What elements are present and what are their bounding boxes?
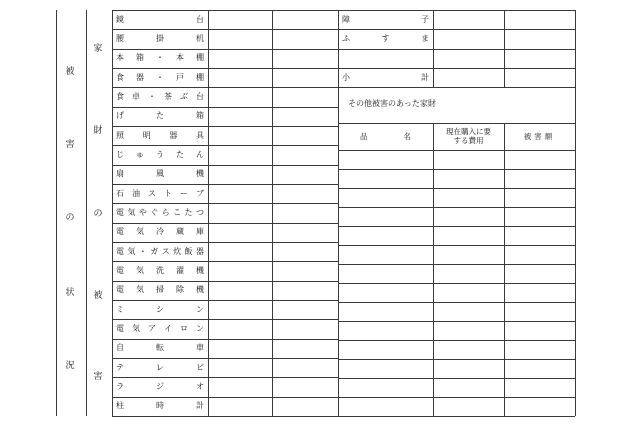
- item-label-char: こ: [173, 208, 182, 217]
- item-label-char: 気: [136, 266, 144, 275]
- amount-cell[interactable]: [273, 11, 337, 28]
- amount-cell[interactable]: [273, 166, 337, 183]
- item-label-char: ー: [180, 188, 188, 198]
- other-item-name-cell[interactable]: [339, 189, 432, 206]
- item-label-char: や: [138, 208, 147, 217]
- right-item-label-text: [342, 73, 429, 83]
- category-title-char: 害: [93, 372, 103, 382]
- other-item-cost-cell[interactable]: [434, 227, 503, 244]
- amount-cell[interactable]: [273, 185, 337, 202]
- category-title-char: の: [93, 209, 103, 219]
- item-label-text: [116, 285, 204, 295]
- other-item-cost-cell[interactable]: [434, 208, 503, 225]
- item-label: [116, 150, 204, 160]
- item-label-char: ス: [161, 246, 170, 256]
- header-item-name: [342, 132, 429, 141]
- item-label-char: 具: [195, 130, 204, 140]
- item-label-text: [116, 343, 204, 353]
- category-title-char: 被: [93, 291, 103, 301]
- item-label-char: 器: [195, 246, 204, 256]
- item-label-char: 電: [116, 227, 124, 237]
- other-item-cost-cell[interactable]: [434, 284, 503, 301]
- quantity-cell[interactable]: [209, 243, 271, 260]
- side-border: [56, 10, 57, 416]
- item-label-char: 電: [116, 285, 124, 295]
- other-item-damage-cell[interactable]: [505, 151, 574, 168]
- quantity-cell[interactable]: [209, 224, 271, 241]
- quantity-cell[interactable]: [209, 301, 271, 318]
- item-label-char: ゅ: [136, 150, 144, 159]
- item-label-char: 気: [132, 324, 140, 333]
- amount-cell[interactable]: [273, 30, 337, 47]
- item-label-text: [116, 208, 204, 218]
- other-item-name-cell[interactable]: [339, 170, 432, 187]
- item-label-char: 本: [116, 53, 124, 63]
- item-label-char: た: [156, 111, 164, 121]
- header-item-name-text: [342, 132, 429, 141]
- quantity-cell[interactable]: [209, 398, 271, 415]
- amount-cell[interactable]: [273, 320, 337, 337]
- left-table-border: [112, 10, 113, 416]
- right-amount-cell[interactable]: [505, 69, 574, 86]
- other-item-name-cell[interactable]: [339, 151, 432, 168]
- category-title-char: 財: [93, 126, 103, 136]
- other-item-damage-cell[interactable]: [505, 341, 574, 358]
- item-label-char: 茶: [164, 92, 172, 101]
- item-label-char: 庫: [196, 227, 204, 237]
- item-label: [116, 34, 204, 44]
- item-label-char: ・: [156, 72, 164, 82]
- item-label: [116, 111, 204, 121]
- amount-cell[interactable]: [273, 359, 337, 376]
- item-label: [116, 53, 204, 63]
- amount-cell[interactable]: [273, 204, 337, 221]
- item-label-char: 棚: [196, 53, 204, 63]
- quantity-cell[interactable]: [209, 88, 271, 105]
- quantity-cell[interactable]: [209, 166, 271, 183]
- item-label-char: 洗: [156, 266, 164, 275]
- amount-cell[interactable]: [273, 301, 337, 318]
- header-damage-amount: 被害額: [523, 132, 556, 141]
- left-row-line: [112, 416, 338, 417]
- right-border: [575, 10, 576, 416]
- item-label-char: レ: [156, 362, 164, 372]
- quantity-cell[interactable]: [209, 108, 271, 125]
- item-label: [116, 401, 204, 411]
- item-label-char: 濯: [176, 266, 184, 275]
- item-label: [116, 131, 204, 141]
- other-item-name-cell[interactable]: [339, 246, 432, 263]
- item-label: [116, 382, 204, 392]
- quantity-cell[interactable]: [209, 11, 271, 28]
- side-title-char: 状: [65, 288, 75, 298]
- header-cost: 現在購入に要する費用: [446, 127, 491, 145]
- item-label-char: 電: [116, 208, 124, 217]
- item-label-char: ア: [148, 324, 156, 333]
- category-border: [86, 10, 87, 416]
- other-item-name-cell[interactable]: [339, 322, 432, 339]
- item-label-char: 炊: [173, 246, 182, 256]
- item-label-char: 冷: [156, 227, 164, 237]
- amount-cell[interactable]: [273, 127, 337, 144]
- item-label-text: [116, 382, 204, 392]
- quantity-cell[interactable]: [209, 50, 271, 67]
- right-item-label: [342, 73, 429, 83]
- quantity-cell[interactable]: [209, 146, 271, 163]
- item-label-char: 機: [196, 285, 204, 295]
- item-label-char: ジ: [156, 382, 164, 391]
- item-label-char: ん: [196, 150, 204, 159]
- quantity-cell[interactable]: [209, 262, 271, 279]
- item-label: [116, 343, 204, 353]
- other-item-name-cell[interactable]: [339, 284, 432, 301]
- item-label-char: 器: [136, 72, 144, 82]
- item-label-char: ぐ: [150, 208, 159, 217]
- side-title-char: 被: [65, 67, 75, 77]
- item-label: [116, 92, 204, 102]
- quantity-cell[interactable]: [209, 185, 271, 202]
- other-item-cost-cell[interactable]: [434, 265, 503, 282]
- item-label-char: ロ: [180, 324, 188, 333]
- item-label: [116, 227, 204, 237]
- right-header-top-line: [338, 123, 575, 124]
- other-item-damage-cell[interactable]: [505, 208, 574, 225]
- other-item-damage-cell[interactable]: [505, 227, 574, 244]
- right-amount-cell[interactable]: [505, 30, 574, 47]
- item-label-text: [116, 189, 204, 199]
- item-label-char: 本: [176, 53, 184, 63]
- right-lower-row-line: [338, 416, 575, 417]
- other-item-damage-cell[interactable]: [505, 170, 574, 187]
- item-label-char: ン: [196, 324, 204, 333]
- item-label-char: ガ: [150, 246, 159, 256]
- item-label-text: [116, 53, 204, 63]
- other-item-name-cell[interactable]: [339, 360, 432, 377]
- other-item-damage-cell[interactable]: [505, 303, 574, 320]
- right-item-label-char: 障: [342, 14, 350, 24]
- item-label-text: [116, 324, 204, 334]
- other-item-damage-cell[interactable]: [505, 398, 574, 415]
- item-label-char: 扇: [116, 169, 124, 179]
- other-item-name-cell[interactable]: [339, 379, 432, 396]
- other-damage-note: その他被害のあった家財: [348, 99, 436, 109]
- amount-cell[interactable]: [273, 340, 337, 357]
- item-label-text: [116, 34, 204, 44]
- amount-cell[interactable]: [273, 69, 337, 86]
- quantity-cell[interactable]: [209, 378, 271, 395]
- item-label: [116, 169, 204, 179]
- other-item-cost-cell[interactable]: [434, 360, 503, 377]
- item-label-char: 電: [116, 246, 124, 256]
- item-label-char: 台: [196, 92, 204, 101]
- quantity-cell[interactable]: [209, 30, 271, 47]
- header-char: 品: [360, 132, 368, 141]
- item-label-char: ブ: [196, 188, 204, 198]
- other-item-damage-cell[interactable]: [505, 189, 574, 206]
- item-label-char: 自: [116, 343, 124, 353]
- side-title-char: 害: [65, 140, 75, 150]
- item-label: [116, 324, 204, 334]
- item-label-char: ト: [164, 188, 172, 198]
- item-label-char: 腰: [116, 34, 124, 43]
- item-label-char: 戸: [176, 72, 184, 82]
- right-item-label-char: 小: [342, 72, 350, 82]
- item-label-char: 電: [116, 266, 124, 275]
- item-label-char: 掛: [156, 34, 164, 43]
- item-label-char: 鏡: [116, 14, 124, 24]
- other-item-name-cell[interactable]: [339, 208, 432, 225]
- right-top-row-line: [338, 87, 575, 88]
- item-label: [116, 247, 204, 257]
- item-label-text: [116, 111, 204, 121]
- item-label-char: 飯: [184, 246, 193, 256]
- item-label-char: 机: [196, 34, 204, 43]
- item-label-char: 除: [176, 285, 184, 295]
- right-quantity-cell[interactable]: [434, 69, 503, 86]
- item-label: [116, 208, 204, 218]
- item-label-char: 器: [169, 130, 178, 140]
- other-item-damage-cell[interactable]: [505, 379, 574, 396]
- item-label-char: シ: [156, 304, 164, 314]
- item-label-char: 電: [116, 324, 124, 333]
- item-label-char: 気: [127, 246, 136, 256]
- item-label-char: げ: [116, 111, 124, 121]
- side-title-char: の: [65, 213, 75, 223]
- item-label-char: 転: [156, 343, 164, 353]
- item-label-char: た: [184, 208, 193, 217]
- item-label-char: ン: [196, 304, 204, 314]
- item-label: [116, 189, 204, 199]
- other-item-name-cell[interactable]: [339, 341, 432, 358]
- item-label-char: 卓: [132, 92, 140, 101]
- item-label-char: た: [176, 150, 184, 159]
- quantity-cell[interactable]: [209, 127, 271, 144]
- quantity-cell[interactable]: [209, 204, 271, 221]
- right-amount-cell[interactable]: [505, 50, 574, 67]
- other-item-cost-cell[interactable]: [434, 246, 503, 263]
- right-item-label: [342, 34, 429, 44]
- item-label-char: 明: [142, 130, 151, 140]
- other-item-cost-cell[interactable]: [434, 303, 503, 320]
- item-label-text: [116, 305, 204, 315]
- other-item-cost-cell[interactable]: [434, 398, 503, 415]
- other-item-cost-cell[interactable]: [434, 341, 503, 358]
- item-label-text: [116, 131, 204, 141]
- item-label-text: [116, 73, 204, 83]
- item-label-char: ら: [161, 208, 170, 217]
- item-label-char: ぶ: [180, 92, 188, 101]
- item-label-char: 棚: [196, 72, 204, 82]
- other-item-name-cell[interactable]: [339, 227, 432, 244]
- item-label-char: オ: [196, 382, 204, 391]
- right-quantity-cell[interactable]: [434, 30, 503, 47]
- item-label-char: 食: [116, 72, 124, 82]
- item-label-char: 機: [196, 169, 204, 179]
- quantity-cell[interactable]: [209, 69, 271, 86]
- item-label: [116, 285, 204, 295]
- item-label-char: 台: [196, 14, 204, 24]
- item-label-char: 気: [136, 285, 144, 295]
- item-label: [116, 15, 204, 25]
- item-label-char: 箱: [136, 53, 144, 63]
- other-item-damage-cell[interactable]: [505, 246, 574, 263]
- item-label-char: 油: [132, 188, 140, 198]
- header-char: 名: [403, 132, 411, 141]
- other-item-damage-cell[interactable]: [505, 360, 574, 377]
- right-item-label-char: す: [381, 34, 390, 43]
- other-item-cost-cell[interactable]: [434, 189, 503, 206]
- item-label-char: 車: [196, 343, 204, 353]
- quantity-cell[interactable]: [209, 320, 271, 337]
- other-item-name-cell[interactable]: [339, 398, 432, 415]
- amount-cell[interactable]: [273, 88, 337, 105]
- right-item-label-text: [342, 15, 429, 25]
- item-label-text: [116, 363, 204, 373]
- item-label-char: イ: [164, 324, 172, 333]
- side-title-char: 況: [65, 361, 75, 371]
- other-item-cost-cell[interactable]: [434, 170, 503, 187]
- item-label-text: [116, 401, 204, 411]
- amount-cell[interactable]: [273, 224, 337, 241]
- item-label-char: う: [156, 150, 164, 159]
- right-item-label-char: 子: [421, 14, 429, 24]
- other-item-cost-cell[interactable]: [434, 379, 503, 396]
- amount-cell[interactable]: [273, 262, 337, 279]
- item-label-char: 気: [136, 227, 144, 237]
- amount-cell[interactable]: [273, 282, 337, 299]
- item-label-char: ・: [138, 246, 147, 256]
- right-item-label-char: ふ: [342, 34, 350, 43]
- item-label-char: ビ: [196, 362, 204, 372]
- amount-cell[interactable]: [273, 243, 337, 260]
- other-item-damage-cell[interactable]: [505, 322, 574, 339]
- item-label-char: 蔵: [176, 227, 184, 237]
- item-label-text: [116, 169, 204, 179]
- item-label-char: 箱: [196, 111, 204, 121]
- amount-cell[interactable]: [273, 108, 337, 125]
- quantity-cell[interactable]: [209, 282, 271, 299]
- item-label-char: 石: [116, 188, 124, 198]
- item-label-char: ス: [148, 188, 156, 198]
- item-label-char: じ: [116, 150, 124, 159]
- item-label-char: 掃: [156, 285, 164, 295]
- item-label: [116, 266, 204, 276]
- other-item-cost-cell[interactable]: [434, 151, 503, 168]
- item-label-text: [116, 227, 204, 237]
- other-item-name-cell[interactable]: [339, 303, 432, 320]
- right-item-label-text: [342, 34, 429, 44]
- item-label-char: 計: [196, 401, 204, 411]
- quantity-cell[interactable]: [209, 359, 271, 376]
- item-label-char: 気: [127, 208, 136, 217]
- item-label-char: 食: [116, 92, 124, 101]
- right-amount-cell[interactable]: [505, 11, 574, 28]
- category-title-char: 家: [93, 44, 103, 54]
- item-label-text: [116, 15, 204, 25]
- other-item-damage-cell[interactable]: [505, 284, 574, 301]
- right-item-label-char: 計: [421, 72, 429, 82]
- item-label-char: 風: [156, 169, 164, 179]
- right-quantity-cell[interactable]: [434, 50, 503, 67]
- other-item-cost-cell[interactable]: [434, 322, 503, 339]
- item-label-text: [116, 266, 204, 276]
- quantity-cell[interactable]: [209, 340, 271, 357]
- item-label-char: ・: [148, 92, 156, 101]
- item-label-char: つ: [195, 208, 204, 217]
- item-label-char: テ: [116, 362, 124, 372]
- item-label-text: [116, 150, 204, 160]
- item-label: [116, 305, 204, 315]
- other-item-name-cell[interactable]: [339, 265, 432, 282]
- right-item-label: [342, 15, 429, 25]
- item-label-text: [116, 247, 204, 257]
- right-quantity-cell[interactable]: [434, 11, 503, 28]
- item-label-char: 照: [116, 130, 124, 140]
- item-label-char: ラ: [116, 382, 124, 391]
- amount-cell[interactable]: [273, 398, 337, 415]
- amount-cell[interactable]: [273, 50, 337, 67]
- item-label-char: ・: [156, 53, 164, 63]
- right-item-label-char: ま: [421, 34, 429, 43]
- item-label: [116, 73, 204, 83]
- amount-cell[interactable]: [273, 378, 337, 395]
- item-label-char: 柱: [116, 401, 124, 411]
- item-label-char: 機: [196, 266, 204, 275]
- other-item-damage-cell[interactable]: [505, 265, 574, 282]
- item-label-char: ミ: [116, 304, 124, 314]
- amount-cell[interactable]: [273, 146, 337, 163]
- item-label-text: [116, 92, 204, 102]
- item-label: [116, 363, 204, 373]
- item-label-char: 時: [156, 401, 164, 411]
